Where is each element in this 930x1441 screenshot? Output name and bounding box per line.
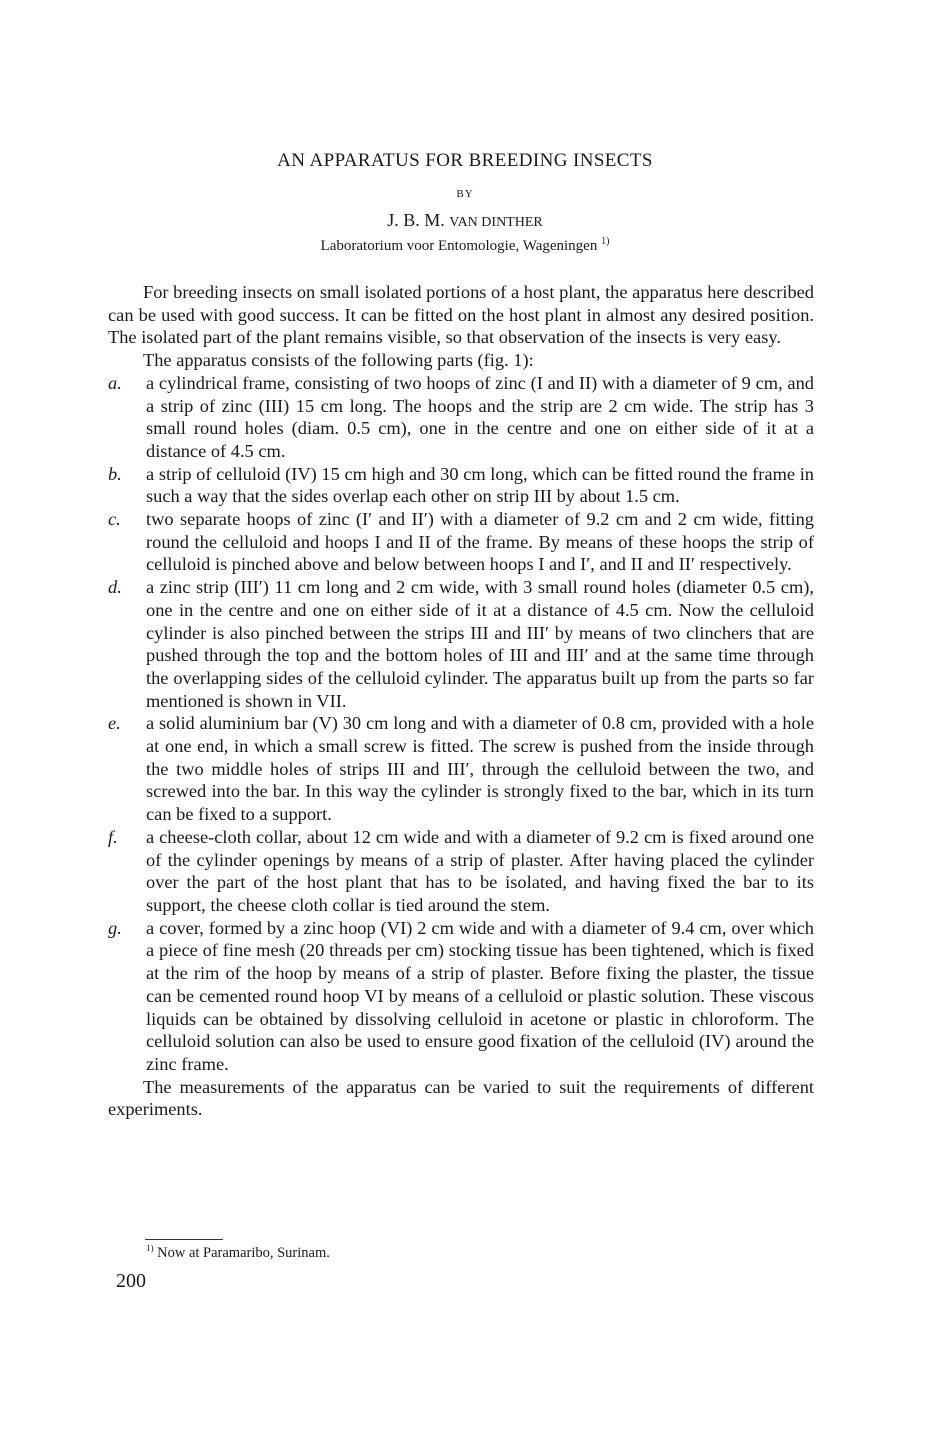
footnote-divider [145, 1239, 223, 1240]
footnote-mark: 1) [146, 1243, 154, 1253]
item-label: e. [108, 713, 121, 734]
list-item-a [108, 372, 814, 463]
parts-intro: The apparatus consists of the following parts (fig. 1): [143, 350, 534, 371]
item-text: a cheese-cloth collar, about 12 cm wide and with a diameter of 9.2 cm is fixed around one of the cylinder openings by means of a strip of plaster. After having placed the cylinder over the part of the host plant that has to be isolated, and having fixed the bar to its support, the cheese cloth collar is tied around the stem. [146, 826, 814, 915]
author-name [0, 210, 930, 231]
author-surname: VAN DINTHER [449, 215, 543, 230]
item-text: a cylindrical frame, consisting of two hoops of zinc (I and II) with a diameter of 9 cm, and a strip of zinc (III) 15 cm long. The hoops and the strip are 2 cm wide. The strip has 3 small round holes (diam. 0.5 cm), one in the centre and one on either side of it at a distance of 4.5 cm. [146, 372, 814, 461]
footnote-text: Now at Paramaribo, Surinam. [153, 1244, 330, 1261]
page-number: 200 [116, 1270, 146, 1292]
intro-paragraph: For breeding insects on small isolated portions of a host plant, the apparatus here described can be used with good success. It can be fitted on the host plant in almost any desired position. The isolated part of the plant remains visible, so that observation of the insects is very easy. [108, 282, 814, 348]
article-title: AN APPARATUS FOR BREEDING INSECTS [277, 150, 653, 171]
closing-paragraph: The measurements of the apparatus can be varied to suit the requirements of different experiments. [108, 1076, 814, 1120]
item-label: b. [108, 463, 122, 484]
footnote [146, 1243, 330, 1262]
list-item-c [108, 508, 814, 576]
author-initials: J. B. M. [387, 210, 450, 230]
item-label: c. [108, 509, 121, 530]
list-item-e [108, 712, 814, 826]
byline-by: BY [456, 188, 474, 200]
affiliation [0, 236, 930, 255]
item-label: f. [108, 826, 118, 847]
item-label: a. [108, 372, 122, 393]
item-text: a strip of celluloid (IV) 15 cm high and 30 cm long, which can be fitted round the frame in such a way that the sides overlap each other on strip III by about 1.5 cm. [146, 463, 814, 507]
affiliation-text: Laboratorium voor Entomologie, Wageningen [320, 238, 598, 254]
affiliation-footnote-mark: 1) [601, 236, 610, 247]
item-text: two separate hoops of zinc (I′ and II′) with a diameter of 9.2 cm and 2 cm wide, fitting round the celluloid and hoops I and II of the frame. By means of these hoops the strip of celluloid is pinched above and below between hoops I and I′, and II and II′ respectively. [146, 509, 814, 575]
item-text: a solid aluminium bar (V) 30 cm long and with a diameter of 0.8 cm, provided with a hole at one end, in which a small screw is fitted. The screw is pushed from the inside through the two middle holes of strips III and III′, through the celluloid between the two, and screwed into the bar. In this way the cylinder is strongly fixed to the bar, which in its turn can be fixed to a support. [146, 713, 814, 825]
item-text: a cover, formed by a zinc hoop (VI) 2 cm wide and with a diameter of 9.4 cm, over which a piece of fine mesh (20 threads per cm) stocking tissue has been tightened, which is fixed at the rim of the hoop by means of a strip of plaster. Before fixing the plaster, the tissue can be cemented round hoop VI by means of a celluloid or plastic solution. These viscous liquids can be obtained by dissolving celluloid in acetone or plastic in chloroform. The celluloid solution can also be used to ensure good fixation of the celluloid (IV) around the zinc frame. [146, 917, 814, 1074]
item-label: g. [108, 917, 122, 938]
list-item-b [108, 463, 814, 508]
item-label: d. [108, 577, 122, 598]
item-text: a zinc strip (III′) 11 cm long and 2 cm wide, with 3 small round holes (diameter 0.5 cm), one in the centre and one on either side of it at a distance of 4.5 cm. Now the celluloid cylinder is also pinched between the strips III and III′ by means of two clinchers that are pushed through the top and the bottom holes of III and III′ and at the same time through the overlapping sides of the celluloid cylinder. The apparatus built up from the parts so far mentioned is shown in VII. [146, 577, 814, 711]
article-body [108, 281, 814, 1121]
list-item-d [108, 576, 814, 712]
list-item-f [108, 826, 814, 917]
list-item-g [108, 917, 814, 1076]
